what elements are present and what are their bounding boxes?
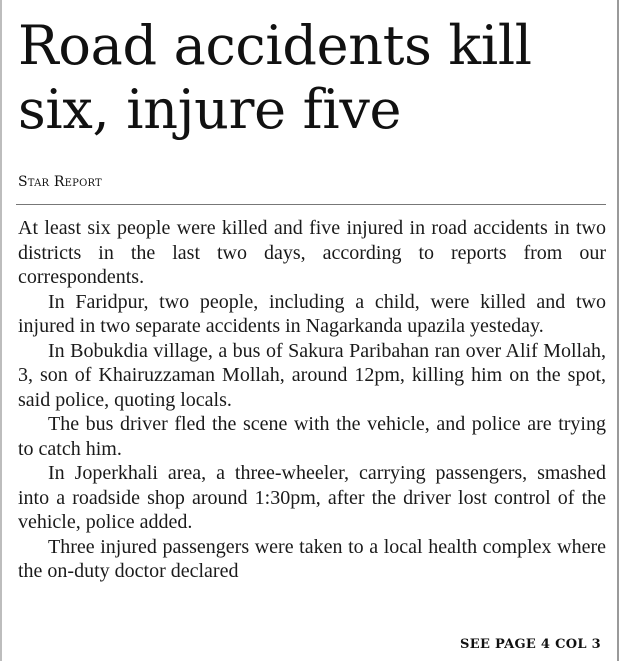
paragraph: In Bobukdia village, a bus of Sakura Paribahan ran over Alif Mollah, 3, son of Khairuzzaman Mollah, around 12pm, killing him on the spot, said police, quoting locals. xyxy=(18,339,606,411)
paragraph: In Faridpur, two people, including a child, were killed and two injured in two separate accidents in Nagarkanda upazila yesteday. xyxy=(18,290,606,337)
paragraph: Three injured passengers were taken to a local health complex where the on-duty doctor declared xyxy=(18,535,606,582)
paragraph: The bus driver fled the scene with the vehicle, and police are trying to catch him. xyxy=(18,413,606,460)
continuation-note: SEE PAGE 4 COL 3 xyxy=(460,637,601,652)
headline: Road accidents kill six, injure five xyxy=(18,14,532,141)
byline: Star Report xyxy=(18,174,102,190)
paragraph: At least six people were killed and five injured in road accidents in two districts in the last two days, according to reports from our correspondents. xyxy=(18,217,606,288)
byline-divider xyxy=(16,204,606,205)
article-body xyxy=(18,216,606,584)
paragraph: In Joperkhali area, a three-wheeler, carrying passengers, smashed into a roadside shop around 1:30pm, after the driver lost control of the vehicle, police added. xyxy=(18,462,606,533)
